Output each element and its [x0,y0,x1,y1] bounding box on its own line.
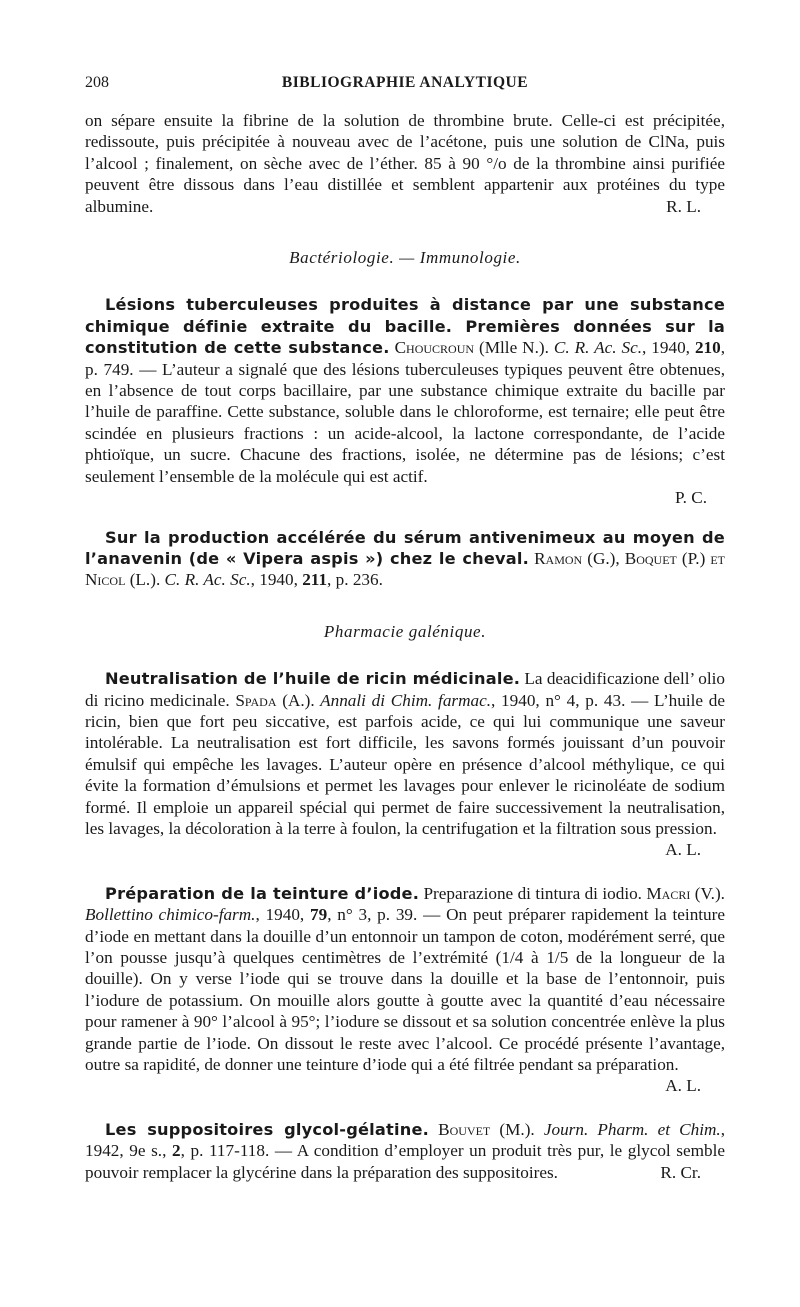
page-number: 208 [85,74,109,91]
entry-ref-a: , 1940, [250,570,303,590]
entry-title: Préparation de la teinture d’iode. [105,883,420,903]
entry-ref-b: , p. 236. [327,570,383,590]
entry-suppositoires [85,1119,725,1183]
entry-huile-de-ricin [85,668,725,861]
intro-signature: R. L. [666,196,701,216]
entry-signature: P. C. [674,488,707,508]
entry-journal: C. R. Ac. Sc. [548,338,643,358]
entry-abstract: — L’huile de ricin, bien que fort peu siccative, est parfois acide, ce qui lui communique une saveur intolérable. La neutralisation est fort difficile, les savons formés jouissant d’un pouvoir émulsif qui empêche les lavages. L’auteur opère en présence d’alcool méthylique, ce qui évite la formation d’émulsions et permet les lavages pour enlever le ricinoléate de sodium formé. Il emploie un appareil spécial qui permet de faire successivement la neutralisation, les lavages, la décoloration à la terre à foulon, la centrifugation et la filtration sous pression. [85,690,726,838]
entry-volume: 211 [302,570,328,590]
entry-signature: A. L. [665,840,701,860]
entry-body [85,294,725,487]
entry-serum-antivenimeux [85,527,725,591]
entry-journal: Bollettino chimico-farm. [85,905,256,925]
entry-author-rest: (A.). [276,690,315,710]
entry-author-rest: (Mlle N.). [474,338,549,358]
entry-author-rest: (M.). [490,1119,535,1139]
entry-author: Macri [646,883,691,903]
entry-author: Spada [235,690,277,710]
entry-body [85,1119,725,1183]
entry-lesions-tuberculeuses [85,294,725,508]
entry-body [85,668,726,860]
entry-subtitle: La deacidificazione dell’ olio di ricino medicinale. [85,669,725,710]
entry-teinture-iode [85,883,725,1097]
entry-journal: C. R. Ac. Sc. [160,570,251,590]
entry-ref-b: , p. 117-118. [180,1141,270,1161]
entry-title: Lésions tuberculeuses produites à distance par une substance chimique définie extraite du bacille. Premières données sur la constitution de cette substance. [85,295,725,358]
section-title-pharmacie: Pharmacie galénique. [323,621,487,641]
entry-volume: 210 [694,338,721,358]
entry-authors: Ramon (G.), Boquet (P.) et Nicol (L.). [85,548,726,590]
entry-title: Sur la production accélérée du sérum antivenimeux au moyen de l’anavenin (de « Vipera aspis ») chez le cheval. [85,527,725,568]
intro-paragraph [85,110,725,217]
entry-ref-b: , p. 749. [85,338,726,379]
entry-signature: R. Cr. [660,1162,701,1182]
entry-volume: 2 [171,1141,181,1161]
section-title-bacteriologie: Bactériologie. — Immunologie. [289,248,521,268]
entry-signature: A. L. [665,1076,701,1096]
entry-author: Choucroun [394,338,475,358]
entry-author-rest: (V.). [690,883,725,903]
page-header [85,72,725,98]
entry-author: Bouvet [438,1119,491,1139]
entry-subtitle: Preparazione di tintura di iodio. [419,883,647,903]
entry-ref-b: , n° 3, p. 39. [327,905,418,925]
entry-ref-a: , 1940, [255,905,310,925]
content [85,110,725,1183]
entry-abstract: — On peut préparer rapidement la teinture d’iode en mettant dans la douille d’un entonnoir un tampon de coton, modérément serré, que l’on pousse jusqu’à quelques centimètres de l’extrémité (1/4 à 1/5 de la longueur de la douille). On y verse l’iode qui se trouve dans la douille et la base de l’entonnoir, puis l’iodure de potassium. On mouille alors goutte à goutte avec la quantité d’eau nécessaire pour ramener à 90° l’alcool à 95°; l’iodure se dissout et sa solution concentrée enlève la plus grande partie de l’iode. On dissout le reste avec l’alcool. Ce procédé présente l’avantage, outre sa rapidité, de donner une teinture d’iode qui a été filtrée pendant sa préparation. [85,905,726,1075]
entry-title: Les suppositoires glycol-gélatine. [105,1119,429,1139]
entry-body [85,527,725,591]
entry-abstract: — L’auteur a signalé que des lésions tuberculeuses typiques peuvent être obtenues, en l’absence de tout corps bacillaire, par une substance chimique extraite du bacille par l’huile de paraffine. Cette substance, soluble dans le chloroforme, est ternaire; elle peut être scindée en plusieurs fractions : un acide-alcool, la lactone correspondante, de l’acide phtioïque, un sucre. Chacune des fractions, isolée, ne détermine pas de lésions; c’est seulement l’ensemble de la molécule qui est actif. [85,359,725,486]
entry-ref-a: , 1940, [642,338,695,358]
entry-abstract: — A condition d’employer un produit très pur, le glycol semble pouvoir remplacer la glycérine dans la préparation des suppositoires. [85,1141,725,1182]
entry-journal: Journ. Pharm. et Chim. [534,1119,721,1139]
intro-text: on sépare ensuite la fibrine de la solution de thrombine brute. Celle-ci est précipitée, redissoute, puis précipitée à nouveau avec de l’acétone, puis une solution de ClNa, puis l’alcool ; finalement, on sèche avec de l’éther. 85 à 90 °/o de la thrombine ainsi purifiée peuvent être dissous dans l’eau distillée et semblent appartenir aux protéines du type albumine. [85,111,725,216]
running-title: BIBLIOGRAPHIE ANALYTIQUE [281,74,529,91]
entry-body [85,883,726,1096]
entry-title: Neutralisation de l’huile de ricin médicinale. [105,669,521,689]
entry-journal: Annali di Chim. farmac. [314,690,492,710]
entry-volume: 79 [310,905,328,925]
entry-ref: , 1940, n° 4, p. 43. [491,690,626,710]
entry-ref-a: , 1942, 9e s., [85,1119,725,1161]
